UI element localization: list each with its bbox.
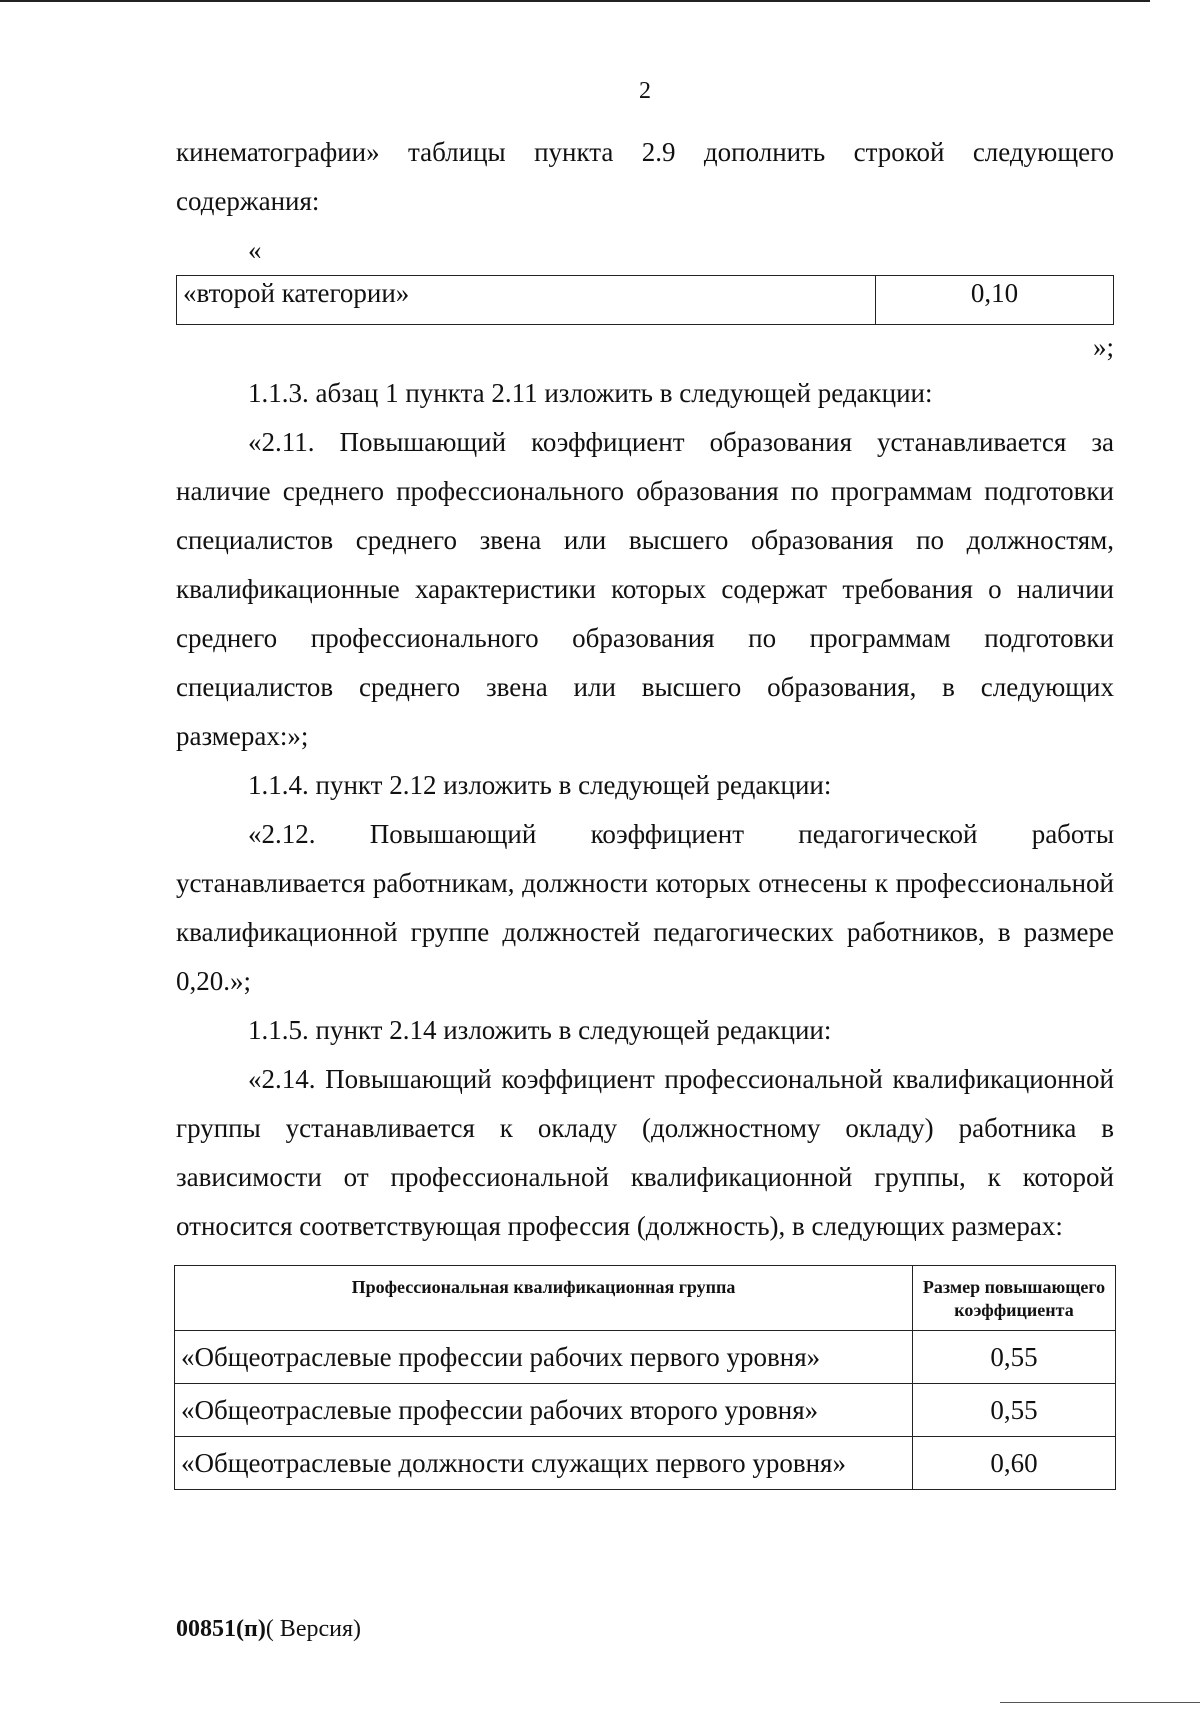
table-row	[175, 1384, 1116, 1437]
paragraph-2-11: «2.11. Повышающий коэффициент образования устанавливается за наличие среднего профессионального образования по программам подготовки специалистов среднего звена или высшего образования по должностям, квалификационные характеристики которых содержат требования о наличии среднего профессионального образования по программам подготовки специалистов среднего звена или высшего образования, в следующих размерах:»;	[176, 427, 1114, 751]
document-code: 00851(п)	[176, 1616, 266, 1642]
table-cell-value: 0,60	[913, 1437, 1116, 1490]
table-cell-name: «Общеотраслевые профессии рабочих первого уровня»	[175, 1331, 913, 1384]
quote-open-mark: «	[248, 235, 262, 265]
document-body	[176, 128, 1114, 1490]
table-cell-value: 0,55	[913, 1384, 1116, 1437]
table-row	[175, 1331, 1116, 1384]
table-cell-value: 0,55	[913, 1331, 1116, 1384]
table-cell-name: «Общеотраслевые должности служащих первого уровня»	[175, 1437, 913, 1490]
table-cell-name: «Общеотраслевые профессии рабочих второго уровня»	[175, 1384, 913, 1437]
header-group: Профессиональная квалификационная группа	[175, 1266, 913, 1331]
document-version: ( Версия)	[265, 1616, 361, 1642]
header-size: Размер повышающего коэффициента	[913, 1266, 1116, 1331]
paragraph-2-12: «2.12. Повышающий коэффициент педагогической работы устанавливается работникам, должности которых отнесены к профессиональной квалификационной группе должностей педагогических работников, в размере 0,20.»;	[176, 819, 1114, 996]
table-coefficients	[174, 1265, 1116, 1490]
table-header-row	[175, 1266, 1116, 1331]
bottom-rule	[1000, 1702, 1200, 1703]
paragraph-intro: кинематографии» таблицы пункта 2.9 дополнить строкой следующего содержания:	[176, 137, 1114, 216]
page-number: 2	[639, 78, 651, 104]
table-cell-name: «второй категории»	[177, 276, 876, 325]
table-cell-value: 0,10	[876, 276, 1114, 325]
quote-close-mark: »;	[1092, 332, 1114, 362]
paragraph-1-1-5: 1.1.5. пункт 2.14 изложить в следующей редакции:	[248, 1015, 832, 1045]
table-row	[177, 276, 1114, 325]
top-rule	[0, 0, 1150, 2]
table-row	[175, 1437, 1116, 1490]
paragraph-2-14: «2.14. Повышающий коэффициент профессиональной квалификационной группы устанавливается к окладу (должностному окладу) работника в зависимости от профессиональной квалификационной группы, к которой относится соответствующая профессия (должность), в следующих размерах:	[176, 1064, 1114, 1241]
paragraph-1-1-4: 1.1.4. пункт 2.12 изложить в следующей редакции:	[248, 770, 832, 800]
table-addition	[176, 275, 1114, 325]
paragraph-1-1-3: 1.1.3. абзац 1 пункта 2.11 изложить в следующей редакции:	[248, 378, 933, 408]
footer	[176, 1616, 361, 1643]
